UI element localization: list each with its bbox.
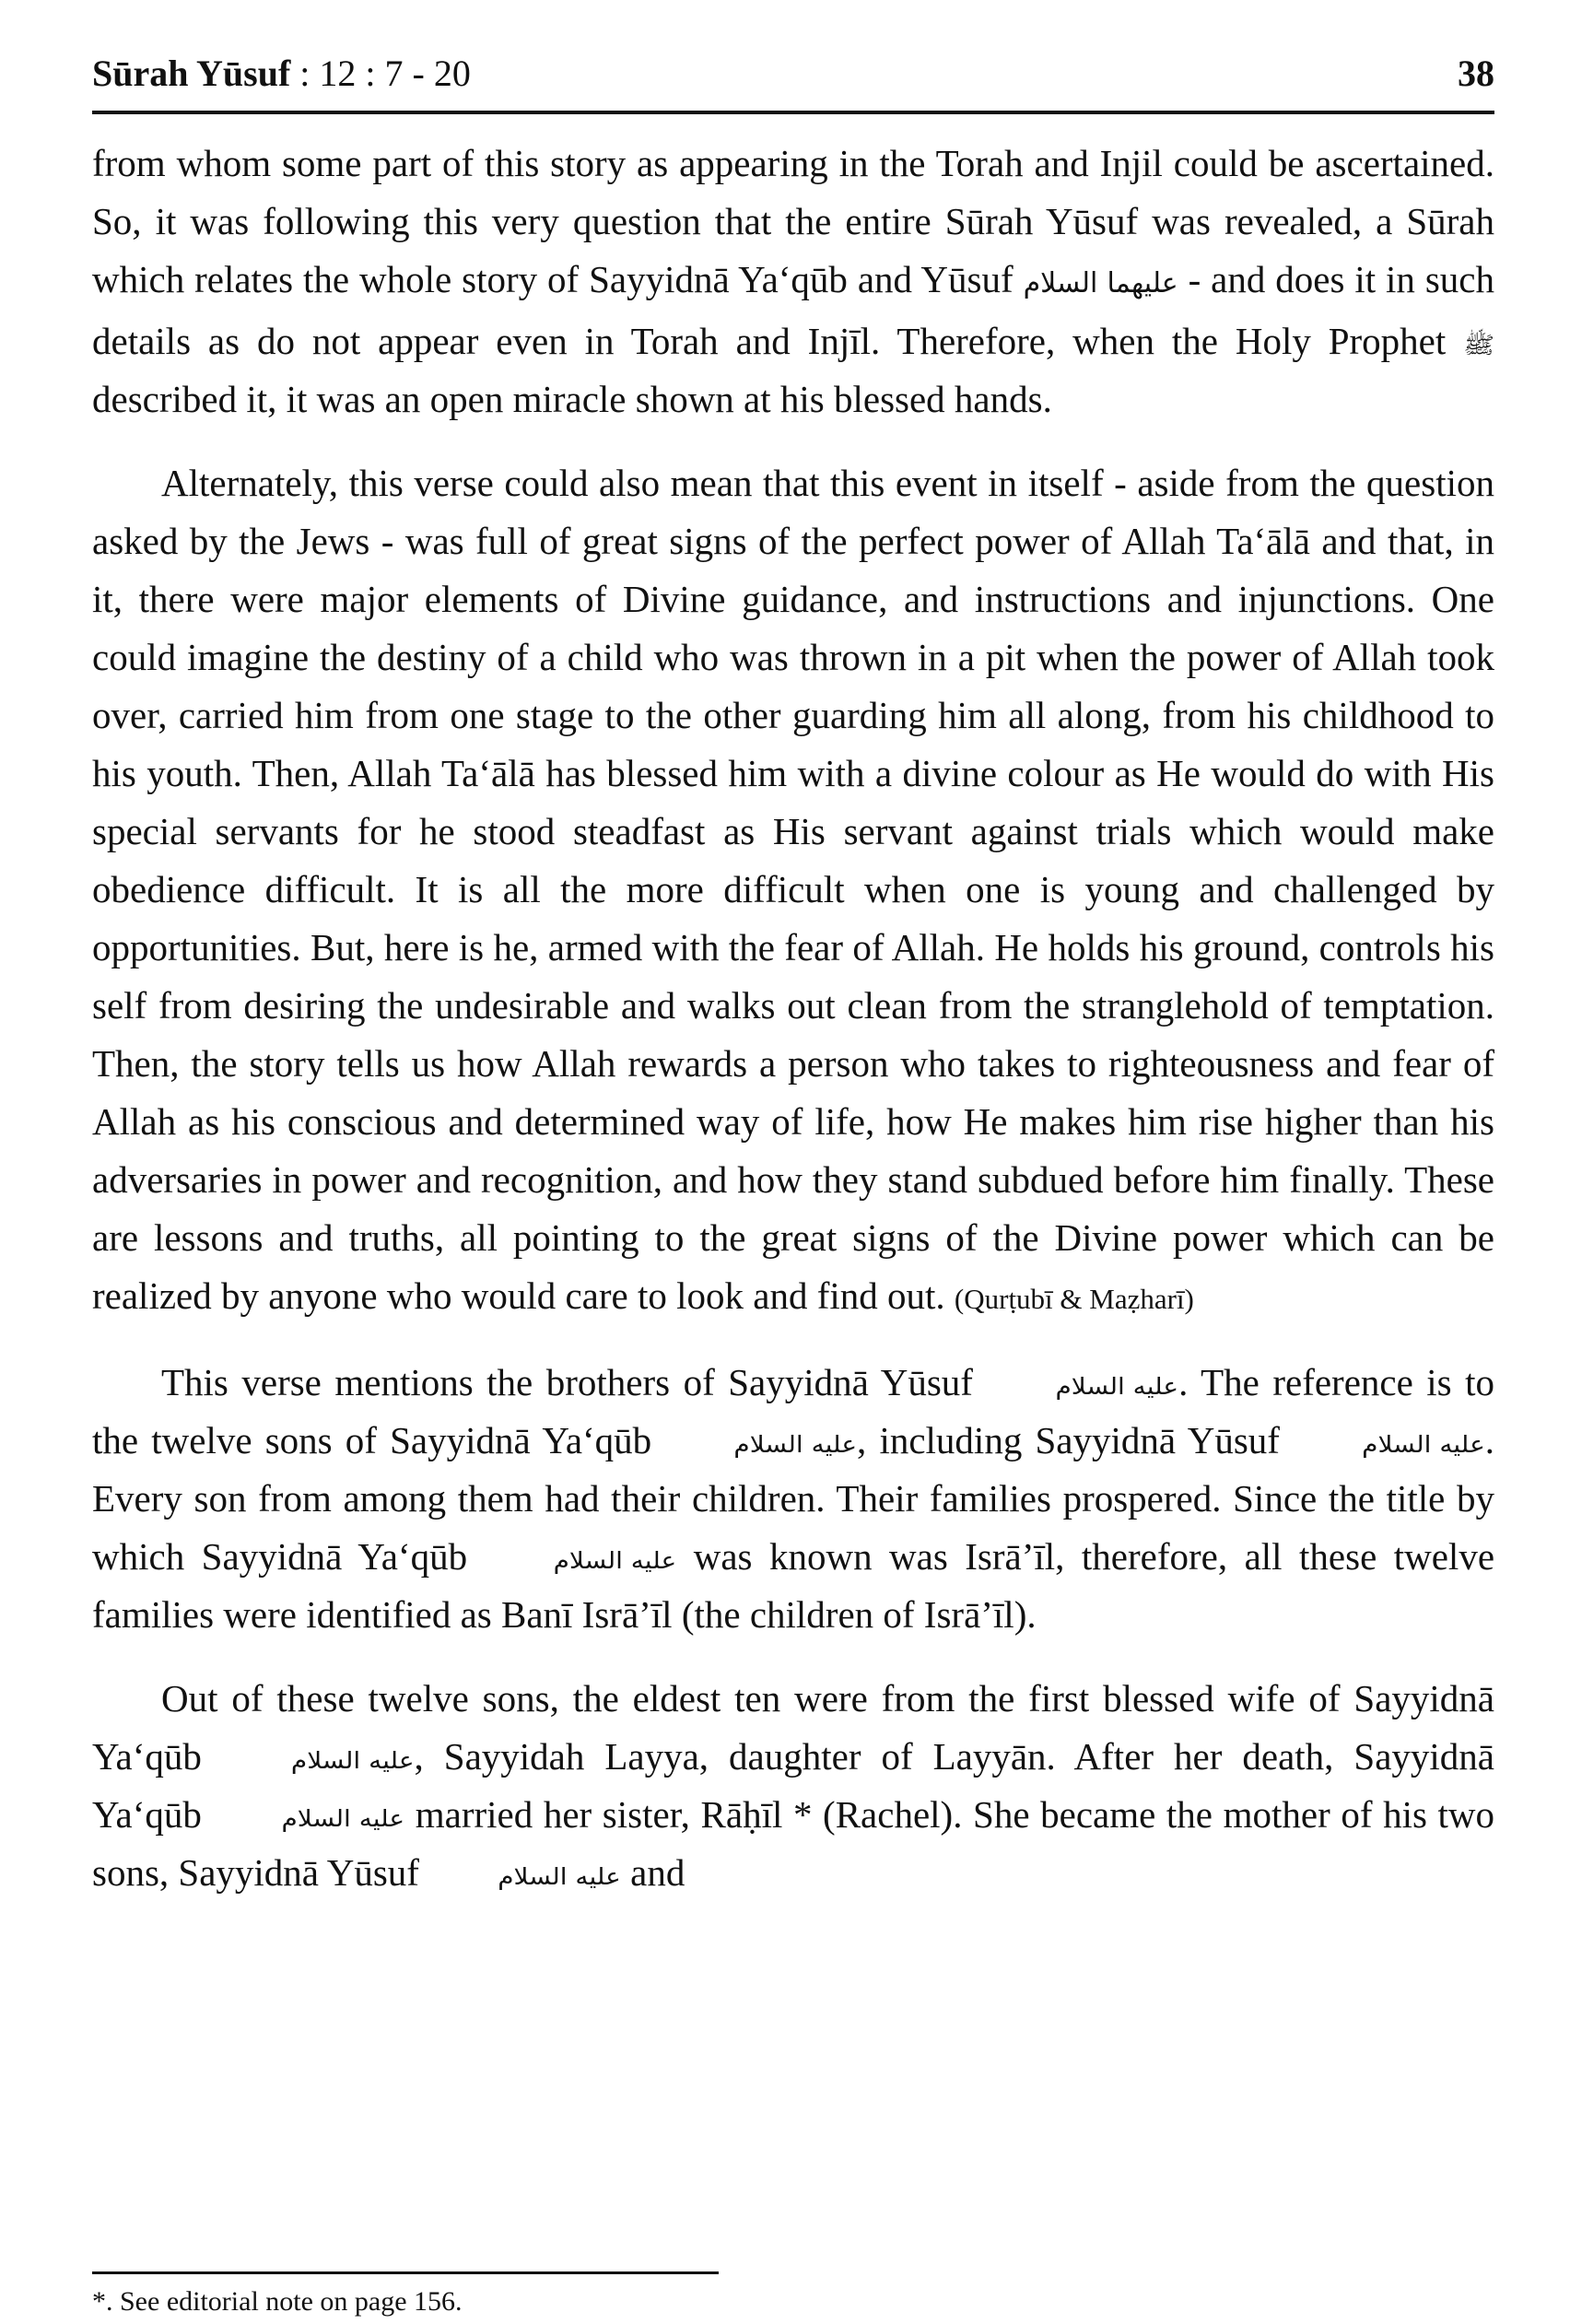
honorific-icon: عليه السلام [290, 1746, 415, 1774]
paragraph-text: , Sayyidah Layya, daughter of Layyān. After her death, Sayyidnā Ya‘qūb [92, 1735, 1495, 1836]
prophet-honorific-icon: ﷺ [1463, 331, 1495, 358]
paragraph-text: Out of these twelve sons, the eldest ten were from the first blessed wife of Sayyidnā Ya‘qūb [92, 1677, 1494, 1778]
running-head-title [92, 52, 471, 96]
honorific-icon: عليه السلام [553, 1546, 677, 1574]
paragraph-text: married her sister, Rāḥīl * (Rachel). She became the mother of his two sons, Sayyidnā Yūsuf [92, 1793, 1495, 1894]
page-number: 38 [1458, 53, 1494, 94]
verse-reference: : 12 : 7 - 20 [299, 53, 471, 94]
paragraph-text: . The reference is to the twelve sons of Sayyidnā Ya‘qūb [92, 1361, 1494, 1461]
arabic-honorific: عليهما السلام [1023, 267, 1178, 299]
honorific-icon: عليه السلام [281, 1804, 405, 1832]
honorific-icon: عليه السلام [498, 1862, 621, 1890]
honorific-icon: عليه السلام [1055, 1372, 1179, 1400]
paragraph-text: described it, it was an open miracle shown at his blessed hands. [92, 378, 1052, 420]
footnote: *. See editorial note on page 156. [92, 2286, 463, 2317]
paragraph-text: from whom some part of this story as appearing in the Torah and Injil could be ascertained. So, it was following this very question that the entire Sūrah Yūsuf was revealed, a Sūrah which relates the whole story of Sayyidnā Ya‘qūb and Yūsuf [92, 142, 1494, 300]
paragraph-3 [92, 1354, 1494, 1644]
running-head [92, 41, 1494, 114]
paragraph-text: , including Sayyidnā Yūsuf [857, 1419, 1280, 1461]
paragraph-text: . Every son from among them had their children. Their families prospered. Since the title by which Sayyidnā Ya‘qūb [92, 1419, 1495, 1578]
paragraph-text: was known was Isrā’īl, therefore, all these twelve families were identified as Banī Isrā’īl (the children of Isrā’īl). [92, 1535, 1495, 1636]
honorific-icon: عليه السلام [1362, 1430, 1485, 1458]
paragraph-4 [92, 1670, 1494, 1902]
paragraph-text: This verse mentions the brothers of Sayyidnā Yūsuf [161, 1361, 973, 1403]
source-reference: (Qurṭubī & Maẓharī) [954, 1283, 1194, 1315]
paragraph-text: and [630, 1851, 685, 1894]
footnote-divider [92, 2271, 719, 2274]
honorific-icon: عليه السلام [733, 1430, 858, 1458]
surah-name: Sūrah Yūsuf [92, 53, 291, 94]
paragraph-2 [92, 454, 1494, 1328]
paragraph-text: Alternately, this verse could also mean that this event in itself - aside from the question asked by the Jews - was full of great signs of the perfect power of Allah Ta‘ālā and that, in it, there were major elements of Divine guidance, and instructions and injunctions. One could imagine the destiny of a child who was thrown in a pit when the power of Allah took over, carried him from one stage to the other guarding him all along, from his childhood to his youth. Then, Allah Ta‘ālā has blessed him with a divine colour as He would do with His special servants for he stood steadfast as His servant against trials which would make obedience difficult. It is all the more difficult when one is young and challenged by opportunities. But, here is he, armed with the fear of Allah. He holds his ground, controls his self from desiring the undesirable and walks out clean from the stranglehold of temptation. Then, the story tells us how Allah rewards a person who takes to righteousness and fear of Allah as his conscious and determined way of life, how He makes him rise higher than his adversaries in power and recognition, and how they stand subdued before him finally. These are lessons and truths, all pointing to the great signs of the Divine power which can be realized by anyone who would care to look and find out. [92, 462, 1494, 1317]
paragraph-text: - and does it in such details as do not appear even in Torah and Injīl. Therefore, when the Holy Prophet [92, 258, 1494, 362]
paragraph-1 [92, 135, 1494, 428]
body-text [92, 135, 1494, 1902]
page [92, 41, 1494, 1928]
